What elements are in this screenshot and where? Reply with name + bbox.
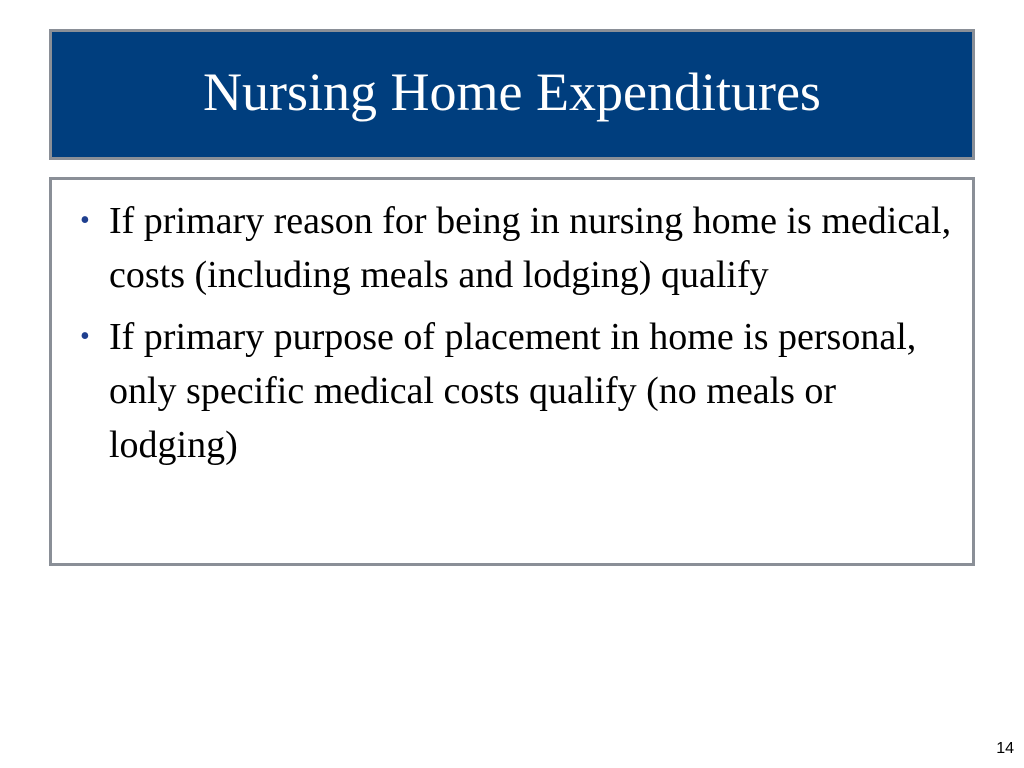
bullet-item	[74, 194, 952, 302]
bullet-item	[74, 310, 952, 472]
bullet-dot-icon: •	[80, 321, 90, 352]
bullet-text: If primary purpose of placement in home is personal, only specific medical costs qualify (no meals or lodging)	[109, 316, 917, 466]
slide-number: 14	[996, 740, 1014, 757]
content-panel	[49, 177, 975, 566]
bullet-list	[74, 194, 952, 472]
bullet-dot-icon: •	[80, 205, 90, 236]
bullet-text: If primary reason for being in nursing home is medical, costs (including meals and lodging) qualify	[109, 200, 952, 296]
title-banner	[49, 29, 975, 160]
slide-title: Nursing Home Expenditures	[203, 61, 821, 122]
